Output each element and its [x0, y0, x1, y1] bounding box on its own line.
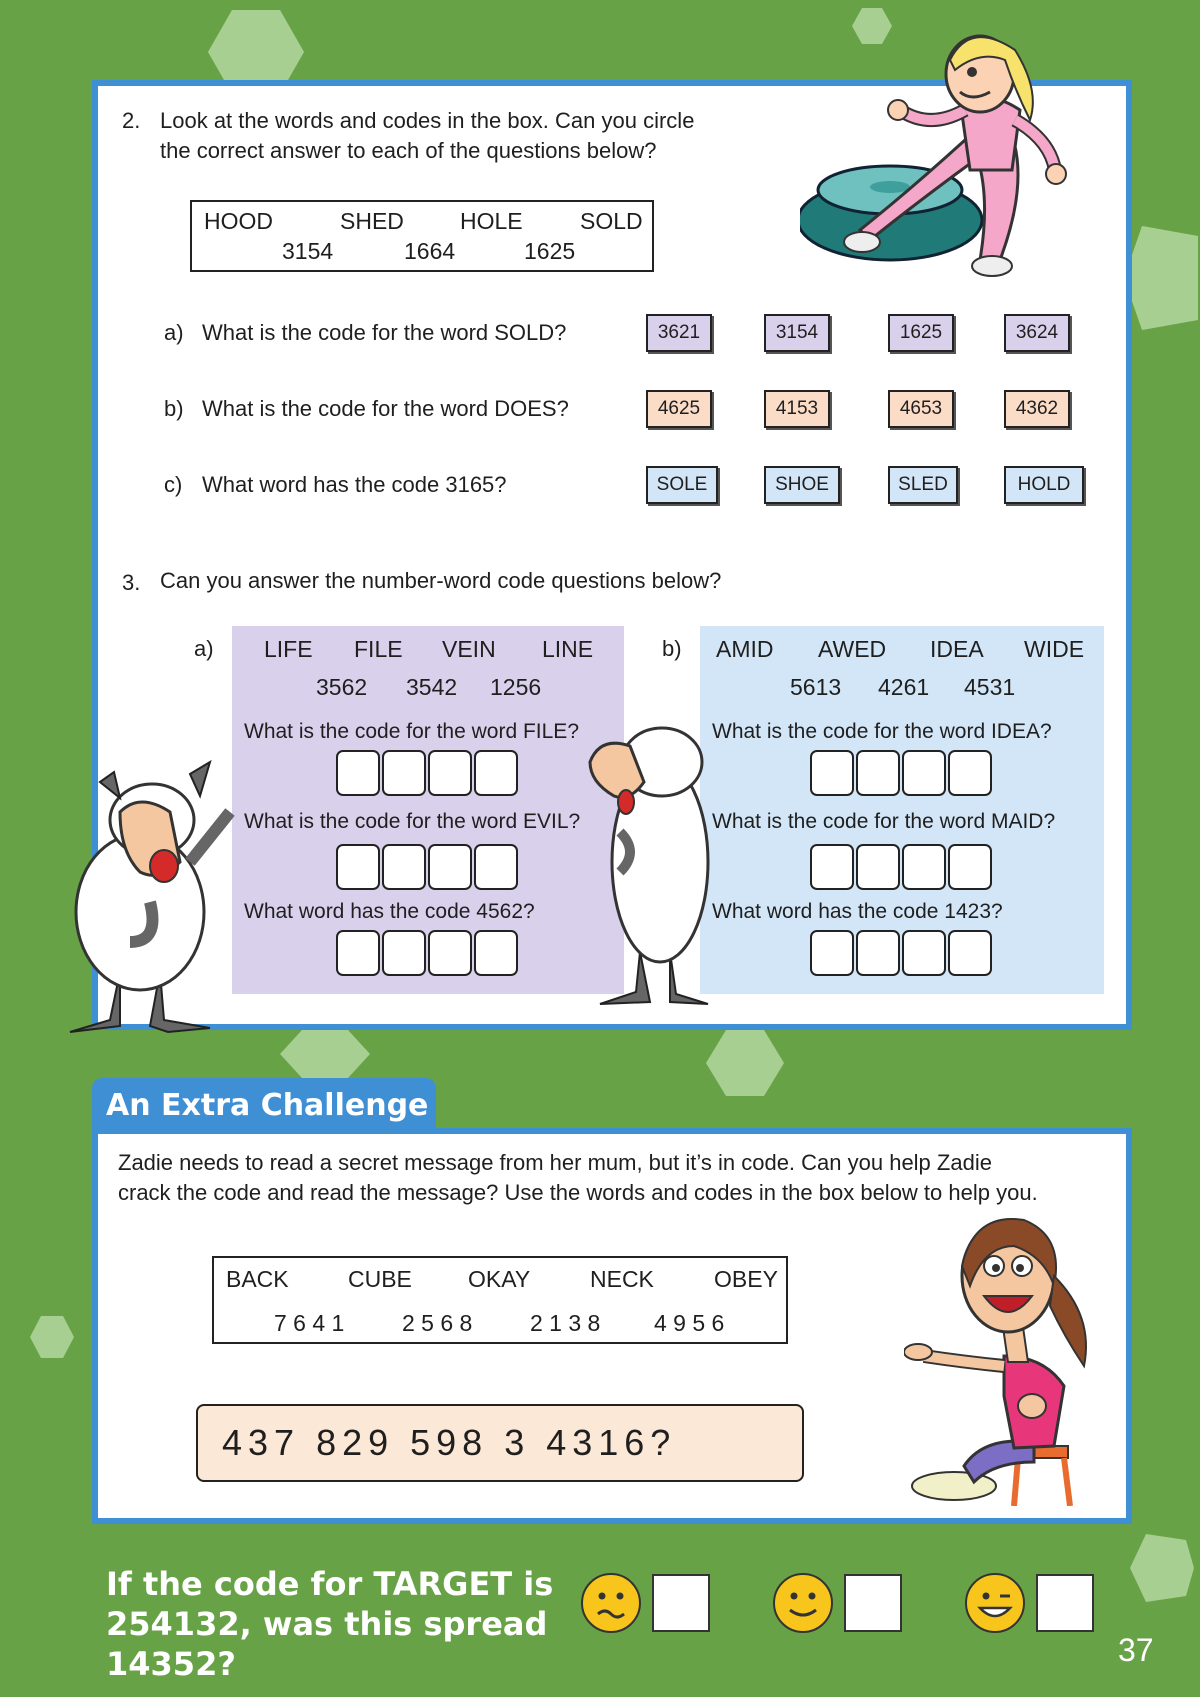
answer-option[interactable]: 3624 — [1004, 314, 1070, 352]
answer-option[interactable]: SLED — [888, 466, 958, 504]
panel-question: What is the code for the word EVIL? — [244, 810, 581, 833]
secret-message: 437 829 598 3 4316? — [196, 1404, 804, 1482]
box-code: 1664 — [404, 238, 456, 264]
answer-option[interactable]: 4153 — [764, 390, 830, 428]
panel-question: What word has the code 1423? — [712, 900, 1003, 923]
panel-word: WIDE — [1024, 636, 1085, 662]
box-word: CUBE — [348, 1266, 412, 1292]
panel-question: What word has the code 4562? — [244, 900, 535, 923]
code-panel-a — [232, 626, 624, 994]
challenge-tab: An Extra Challenge — [92, 1078, 436, 1132]
part-a-label: a) — [164, 320, 184, 345]
answer-option[interactable]: 3621 — [646, 314, 712, 352]
answer-option[interactable]: SHOE — [764, 466, 840, 504]
answer-boxes[interactable] — [336, 750, 520, 796]
part-c-label: c) — [164, 472, 183, 497]
jogging-girl-illustration — [800, 30, 1100, 282]
challenge-intro: Zadie needs to read a secret message from her mum, but it’s in code. Can you help Zadie crack the code and read the message? Use the words and codes in the box below to help you. — [118, 1150, 1038, 1205]
word-code-box — [190, 200, 654, 272]
unsure-face-icon — [580, 1572, 642, 1634]
answer-boxes[interactable] — [810, 930, 994, 976]
winking-face-icon — [964, 1572, 1026, 1634]
panel-code: 4261 — [878, 674, 930, 700]
panel-word: VEIN — [442, 636, 496, 662]
q3-part-b-label: b) — [662, 636, 682, 661]
panel-word: FILE — [354, 636, 403, 662]
answer-option[interactable]: 3154 — [764, 314, 830, 352]
answer-boxes[interactable] — [336, 844, 520, 890]
part-c-question: What word has the code 3165? — [202, 472, 507, 497]
question-2-text: Look at the words and codes in the box. Can you circle the correct answer to each of the questions below? — [160, 108, 695, 163]
box-code: 2 1 3 8 — [530, 1310, 601, 1336]
hexagon-decoration — [280, 1030, 370, 1078]
box-code: 1625 — [524, 238, 576, 264]
tick-box-happy[interactable] — [844, 1574, 902, 1632]
part-a-question: What is the code for the word SOLD? — [202, 320, 567, 345]
q3-part-a-label: a) — [194, 636, 214, 661]
page-number: 37 — [1118, 1632, 1154, 1668]
panel-word: IDEA — [930, 636, 984, 662]
answer-option[interactable]: 4625 — [646, 390, 712, 428]
tick-box-confident[interactable] — [1036, 1574, 1094, 1632]
box-code: 3154 — [282, 238, 334, 264]
question-3-number: 3. — [122, 570, 141, 595]
hexagon-decoration — [30, 1316, 74, 1358]
question-2-number: 2. — [122, 108, 141, 133]
question-3-text: Can you answer the number-word code questions below? — [160, 568, 722, 593]
answer-boxes[interactable] — [336, 930, 520, 976]
answer-option[interactable]: HOLD — [1004, 466, 1084, 504]
box-word: OBEY — [714, 1266, 778, 1292]
answer-option[interactable]: 1625 — [888, 314, 954, 352]
box-word: SOLD — [580, 208, 643, 234]
box-word: OKAY — [468, 1266, 531, 1292]
panel-word: LINE — [542, 636, 594, 662]
tick-box-unsure[interactable] — [652, 1574, 710, 1632]
answer-option[interactable]: SOLE — [646, 466, 718, 504]
answer-boxes[interactable] — [810, 750, 994, 796]
sheep-illustration-middle — [580, 712, 710, 1012]
box-word: SHED — [340, 208, 404, 234]
panel-question: What is the code for the word IDEA? — [712, 720, 1052, 743]
panel-question: What is the code for the word MAID? — [712, 810, 1056, 833]
challenge-code-box — [212, 1256, 788, 1344]
box-code: 4 9 5 6 — [654, 1310, 725, 1336]
panel-code: 4531 — [964, 674, 1016, 700]
panel-code: 3562 — [316, 674, 368, 700]
part-b-label: b) — [164, 396, 184, 421]
part-b-question: What is the code for the word DOES? — [202, 396, 569, 421]
box-word: HOLE — [460, 208, 523, 234]
box-word: NECK — [590, 1266, 654, 1292]
box-word: BACK — [226, 1266, 289, 1292]
happy-face-icon — [772, 1572, 834, 1634]
panel-word: AMID — [716, 636, 774, 662]
answer-option[interactable]: 4653 — [888, 390, 954, 428]
panel-question: What is the code for the word FILE? — [244, 720, 579, 743]
box-code: 2 5 6 8 — [402, 1310, 473, 1336]
answer-boxes[interactable] — [810, 844, 994, 890]
box-code: 7 6 4 1 — [274, 1310, 345, 1336]
zadie-illustration — [904, 1216, 1104, 1506]
hexagon-decoration — [1124, 226, 1198, 330]
panel-word: AWED — [818, 636, 887, 662]
sheep-illustration-left — [60, 752, 240, 1038]
answer-option[interactable]: 4362 — [1004, 390, 1070, 428]
footer-question: If the code for TARGET is 254132, was this spread 14352? — [106, 1565, 554, 1683]
panel-code: 3542 — [406, 674, 458, 700]
panel-code: 5613 — [790, 674, 842, 700]
code-panel-b — [700, 626, 1104, 994]
hexagon-decoration — [706, 1030, 784, 1096]
panel-word: LIFE — [264, 636, 313, 662]
box-word: HOOD — [204, 208, 273, 234]
hexagon-decoration — [1130, 1534, 1194, 1602]
panel-code: 1256 — [490, 674, 542, 700]
